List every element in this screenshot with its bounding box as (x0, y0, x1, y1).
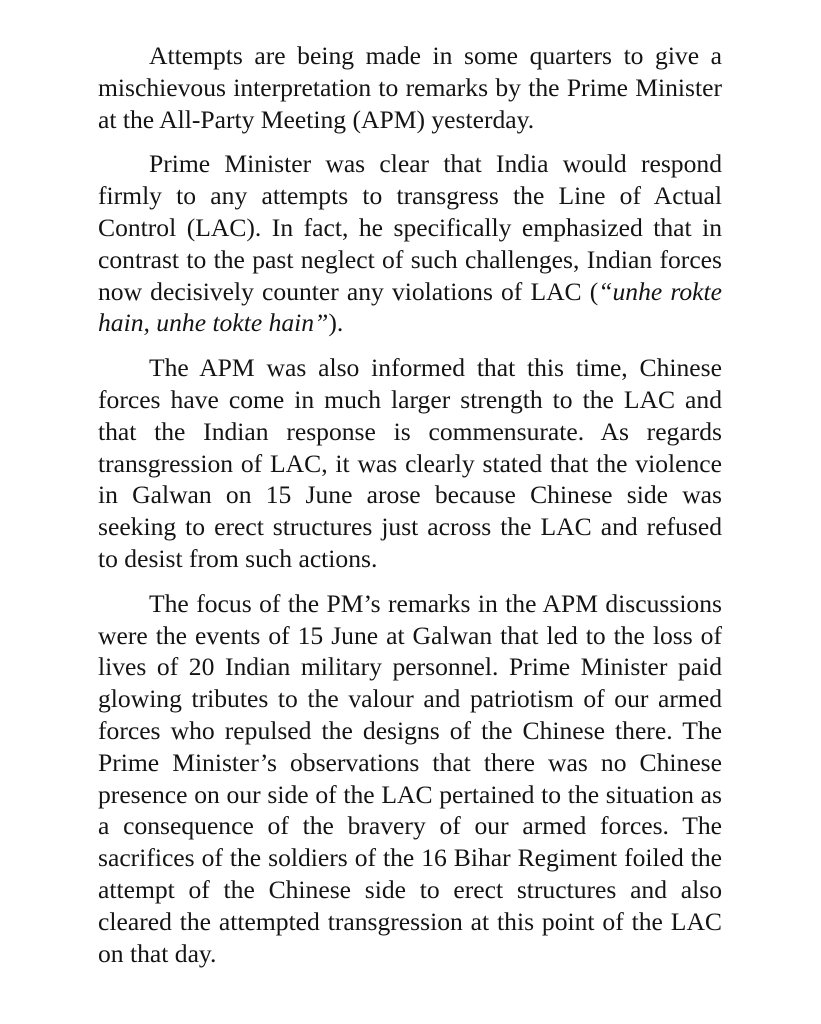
paragraph-1-text: Attempts are being made in some quarters to give a mischievous interpretation to remarks by the Prime Minister at the All-Party Meeting (APM) yesterday. (98, 41, 722, 134)
paragraph-2-text-end: ). (328, 308, 344, 338)
paragraph-2 (98, 148, 722, 339)
paragraph-2-quote: “unhe rokte hain, unhe tokte hain” (98, 276, 722, 338)
paragraph-4-text: The focus of the PM’s remarks in the APM discussions were the events of 15 June at Galwan that led to the loss of lives of 20 Indian military personnel. Prime Minister paid glowing tributes to the valour and patriotism of our armed forces who repulsed the designs of the Chinese there. The Prime Minister’s observations that there was no Chinese presence on our side of the LAC pertained to the situation as a consequence of the bravery of our armed forces. The sacrifices of the soldiers of the 16 Bihar Regiment foiled the attempt of the Chinese side to erect structures and also cleared the attempted transgression at this point of the LAC on that day. (98, 588, 722, 968)
paragraph-3-text: The APM was also informed that this time, Chinese forces have come in much larger strength to the LAC and that the Indian response is commensurate. As regards transgression of LAC, it was clearly stated that the violence in Galwan on 15 June arose because Chinese side was seeking to erect structures just across the LAC and refused to desist from such actions. (98, 353, 722, 573)
paragraph-2-text: Prime Minister was clear that India would respond firmly to any attempts to transgress the Line of Actual Control (LAC). In fact, he specifically emphasized that in contrast to the past neglect of such challenges, Indian forces now decisively counter any violations of LAC ( (98, 149, 722, 306)
paragraph-1 (98, 40, 722, 135)
document-body (98, 40, 722, 969)
paragraph-4 (98, 588, 722, 970)
paragraph-3 (98, 352, 722, 575)
